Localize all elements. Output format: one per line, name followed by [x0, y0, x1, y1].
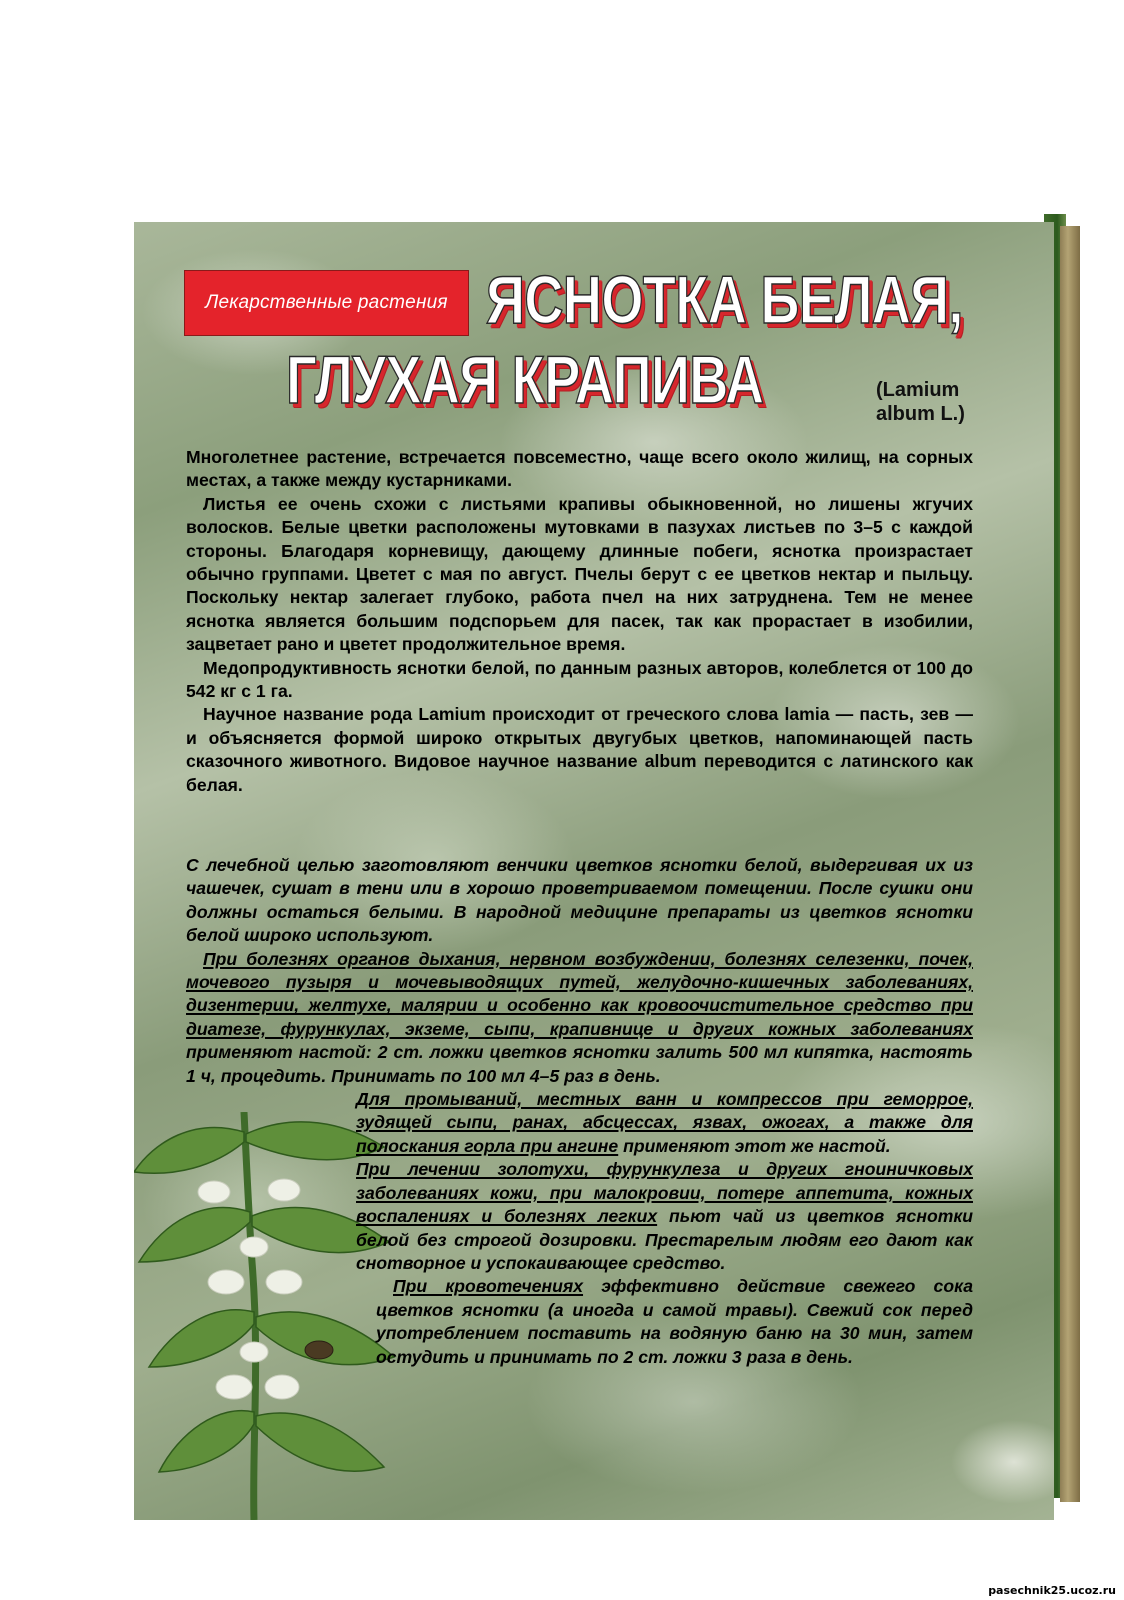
- usage-underlined-text: При кровотечениях: [393, 1276, 584, 1297]
- latin-name: [876, 378, 996, 426]
- usage-underlined-text: При лечении золотухи, фурункулеза и других гноиничковых заболеваниях кожи, при малокровии, потере аппетита, кожных воспалениях и болезнях легких: [356, 1159, 973, 1227]
- description-paragraph: Многолетнее растение, встречается повсеместно, чаще всего около жилищ, на сорных местах, а также между кустарниками.: [186, 447, 973, 491]
- usage-paragraph: [186, 948, 973, 1088]
- description-paragraph: Медопродуктивность яснотки белой, по данным разных авторов, колеблется от 100 до 542 кг с 1 га.: [186, 657, 973, 702]
- back-pages-edge: [1060, 226, 1080, 1502]
- magazine-page: [134, 222, 1054, 1520]
- medical-use-section: [186, 854, 973, 1369]
- description-paragraph: Листья ее очень схожи с листьями крапивы обыкновенной, но лишены жгучих волосков. Белые цветки расположены мутовками в пазухах листьев по 3–5 с каждой стороны. Благодаря корневищу, дающему длинные побеги, яснотка произрастает обычно группами. Цветет с мая по август. Пчелы берут с ее цветков нектар и пыльцу. Поскольку нектар залегает глубоко, работа пчел на них затруднена. Тем не менее яснотка является большим подспорьем для пасек, так как прорастает в изобилии, зацветает рано и цветет продолжительное время.: [186, 493, 973, 655]
- usage-paragraph: [356, 1088, 973, 1158]
- usage-text: пьют чай из цветков яснотки белой без строгой дозировки. Престарелым людям его дают как снотворное и успокаивающее средство.: [356, 1206, 973, 1273]
- usage-text: применяют настой: 2 ст. ложки цветков яснотки залить 500 мл кипятка, настоять 1 ч, процедить. Принимать по 100 мл 4–5 раз в день.: [186, 1042, 973, 1086]
- source-watermark: pasechnik25.ucoz.ru: [988, 1584, 1116, 1597]
- category-badge: [184, 270, 469, 336]
- latin-name-line-1: (Lamium: [876, 379, 960, 401]
- title-line-2: ГЛУХАЯ КРАПИВА: [286, 342, 764, 418]
- usage-paragraph: [356, 1158, 973, 1275]
- latin-name-line-2: album L.): [876, 403, 965, 425]
- description-paragraph: Научное название рода Lamium происходит от греческого слова lamia — пасть, зев — и объясняется формой широко открытых двугубых цветков, напоминающей пасть сказочного животного. Видовое научное название album переводится с латинского как белая.: [186, 704, 973, 795]
- description-section: [186, 446, 973, 797]
- usage-text: эффективно действие свежего сока цветков яснотки (а иногда и самой травы). Свежий сок перед употреблением поставить на водяную баню на 30 мин, затем остудить и принимать по 2 ст. ложки 3 раза в день.: [376, 1276, 973, 1367]
- usage-paragraph: [376, 1275, 973, 1369]
- category-label: Лекарственные растения: [205, 292, 448, 313]
- usage-underlined-text: При болезнях органов дыхания, нервном возбуждении, болезнях селезенки, почек, мочевого пузыря и мочевыводящих путей, желудочно-кишечных заболеваниях, дизентерии, желтухе, малярии и особенно как кровоочистительное средство при диатезе, фурункулах, экземе, сыпи, крапивнице и других кожных заболеваниях: [186, 948, 973, 1039]
- usage-intro: С лечебной целью заготовляют венчики цветков яснотки белой, выдергивая их из чашечек, сушат в тени или в хорошо проветриваемом помещении. После сушки они должны остаться белыми. В народной медицине препараты из цветков яснотки белой широко используют.: [186, 855, 973, 946]
- usage-underlined-text: Для промываний, местных ванн и компрессов при геморрое, зудящей сыпи, ранах, абсцессах, язвах, ожогах, а также для полоскания горла при ангине: [356, 1089, 973, 1156]
- title-line-1: ЯСНОТКА БЕЛАЯ,: [486, 262, 963, 338]
- usage-text: применяют этот же настой.: [618, 1135, 891, 1156]
